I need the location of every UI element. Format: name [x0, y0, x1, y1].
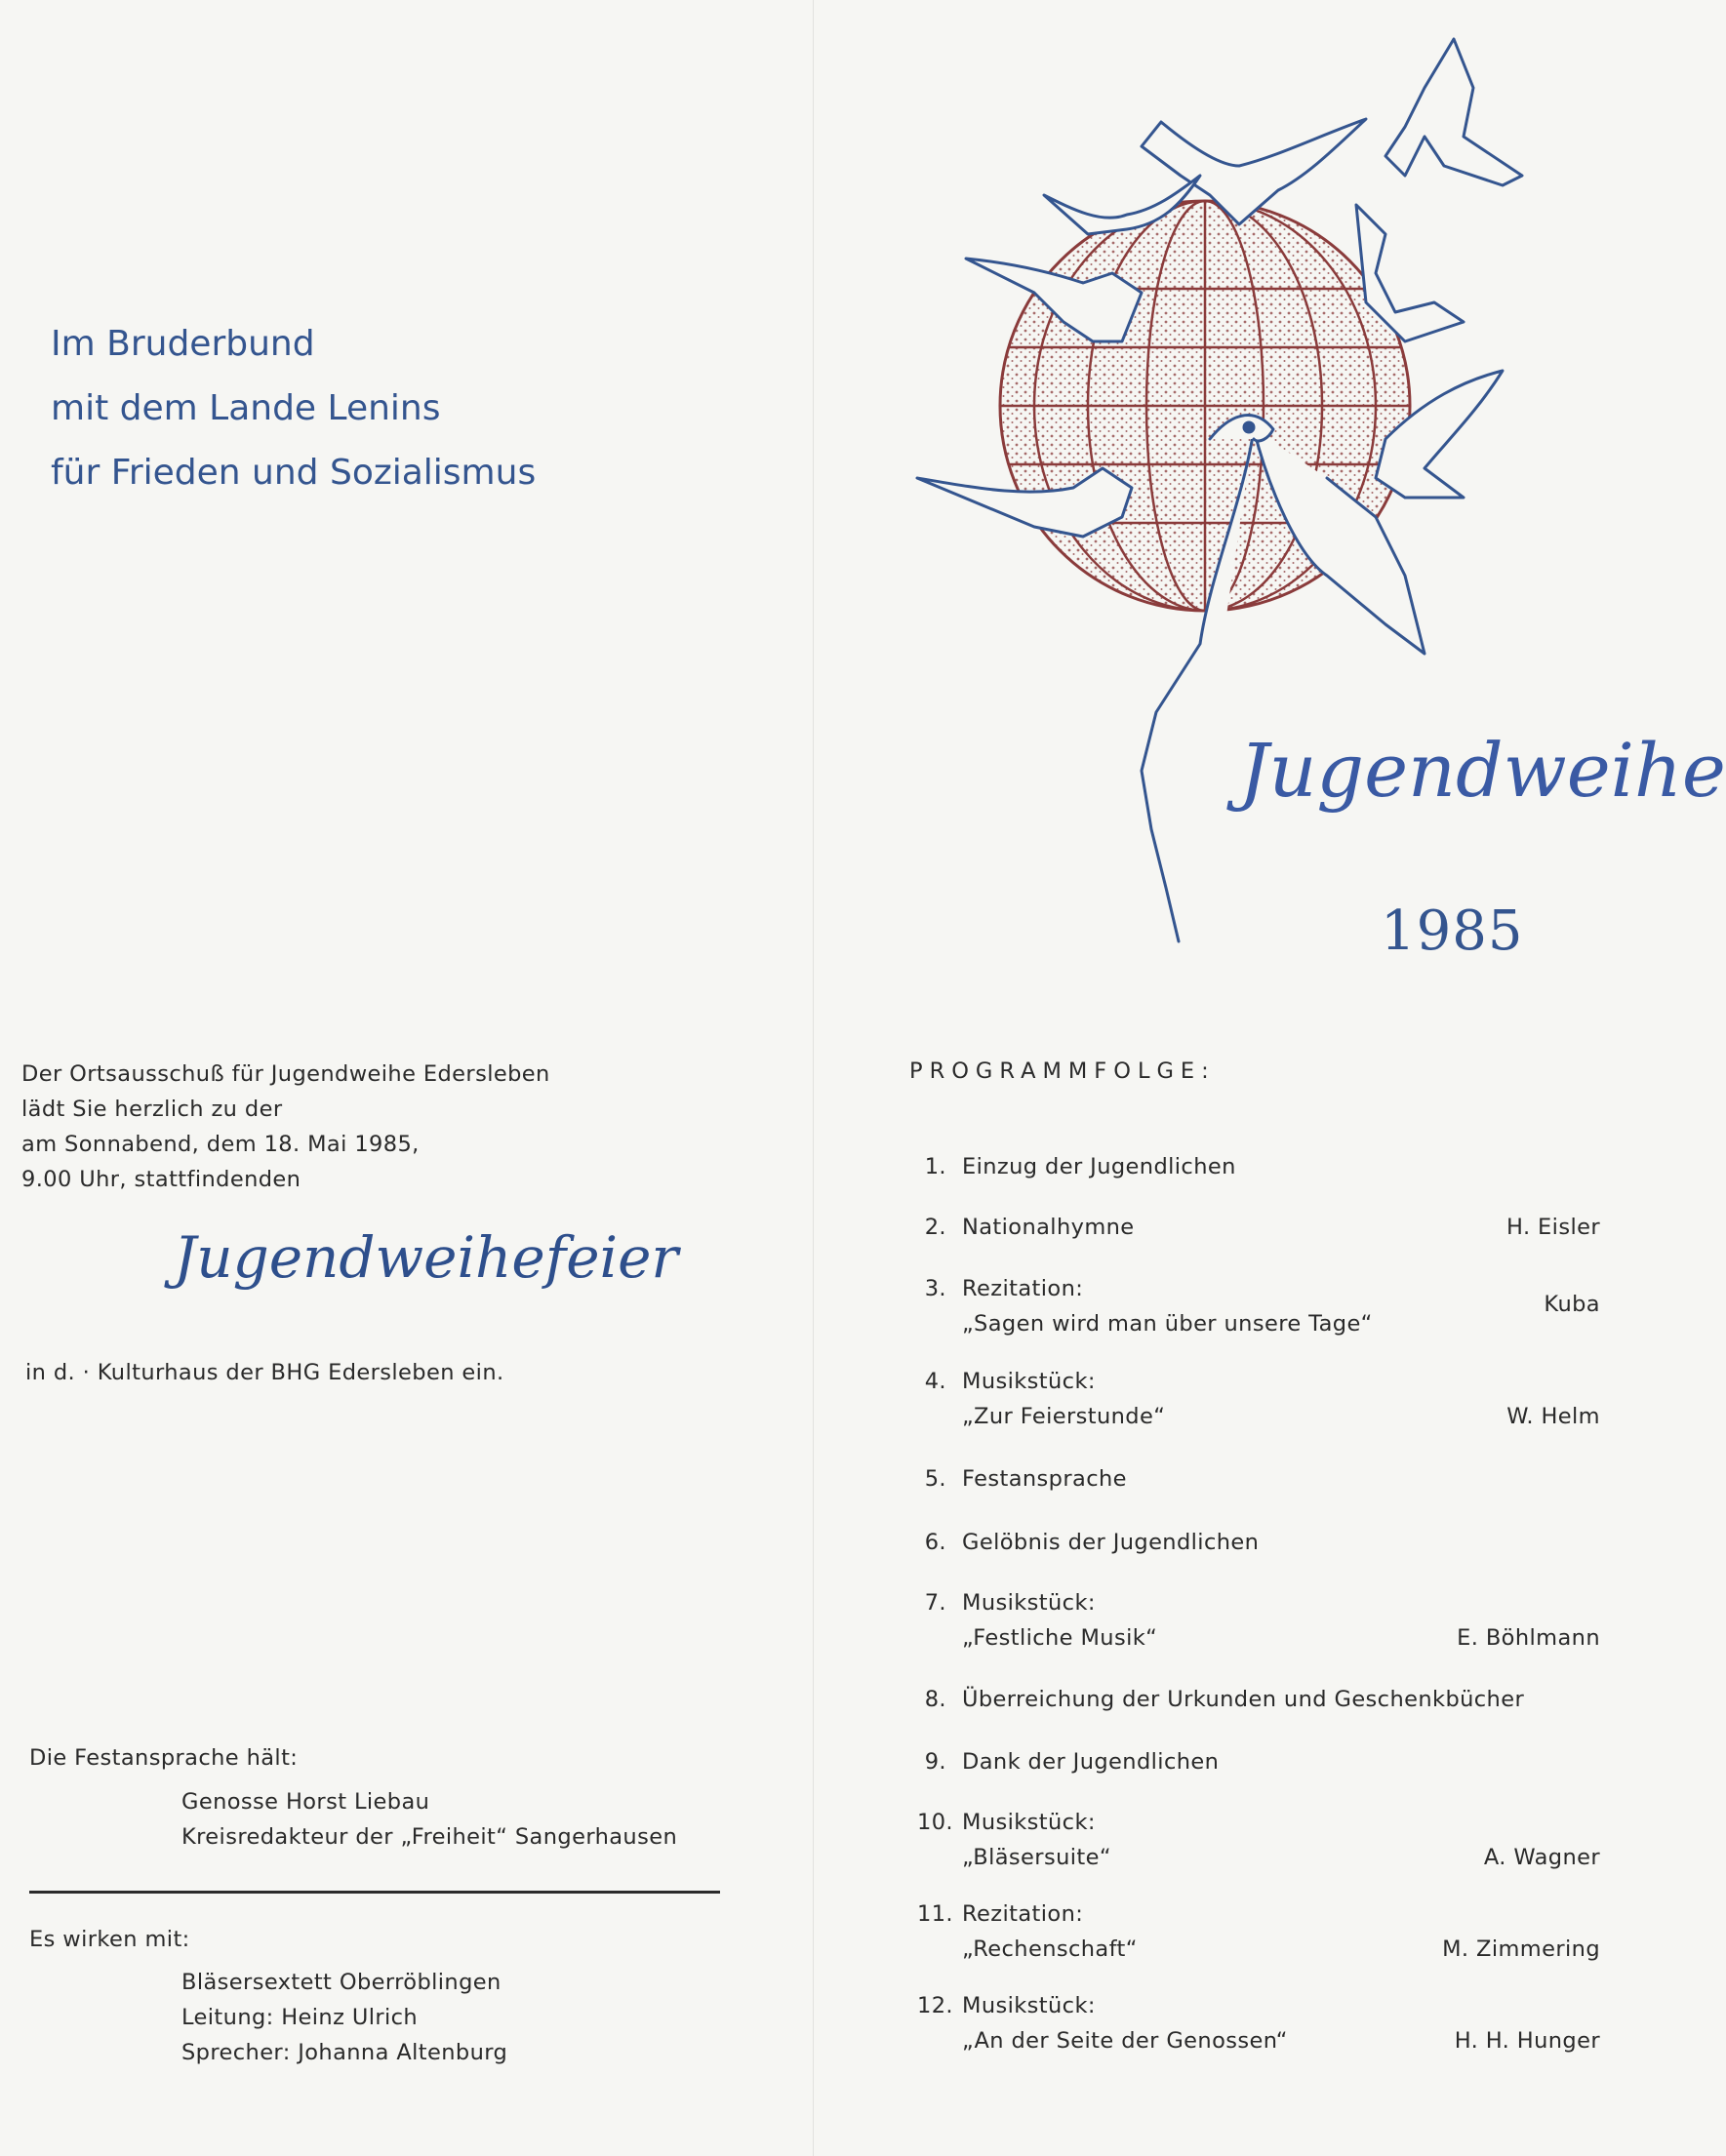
divider-line	[29, 1891, 720, 1894]
event-title: Jugendweihefeier	[174, 1224, 679, 1291]
program-item-subtitle: „An der Seite der Genossen“	[962, 2028, 1288, 2054]
program-item-number: 1.	[924, 1154, 946, 1179]
program-item-number: 3.	[924, 1276, 946, 1301]
globe-dove-illustration	[917, 29, 1551, 985]
speaker-role: Kreisredakteur der „Freiheit“ Sangerhausen	[181, 1824, 678, 1850]
invitation-line-2: lädt Sie herzlich zu der	[21, 1097, 283, 1122]
program-item-number: 7.	[924, 1590, 946, 1616]
participant-line-3: Sprecher: Johanna Altenburg	[181, 2040, 508, 2065]
motto-line-3: für Frieden und Sozialismus	[51, 453, 537, 493]
program-item-composer: M. Zimmering	[1442, 1936, 1600, 1962]
speaker-name: Genosse Horst Liebau	[181, 1789, 430, 1815]
event-location: in d. · Kulturhaus der BHG Edersleben ein.	[25, 1360, 504, 1385]
program-item-title: Musikstück:	[962, 1590, 1096, 1616]
program-item-subtitle: „Festliche Musik“	[962, 1625, 1158, 1651]
speech-heading: Die Festansprache hält:	[29, 1745, 299, 1771]
motto-line-2: mit dem Lande Lenins	[51, 388, 441, 428]
program-item-title: Musikstück:	[962, 1369, 1096, 1394]
program-item-composer: E. Böhlmann	[1457, 1625, 1600, 1651]
program-item-number: 2.	[924, 1215, 946, 1240]
program-item-title: Musikstück:	[962, 1993, 1096, 2018]
participants-heading: Es wirken mit:	[29, 1927, 190, 1952]
program-item-title: Festansprache	[962, 1466, 1127, 1492]
motto	[51, 312, 536, 505]
year-label: 1985	[1381, 899, 1524, 963]
page-fold	[813, 0, 814, 2156]
invitation-line-4: 9.00 Uhr, stattfindenden	[21, 1167, 301, 1192]
program-item-composer: Kuba	[1544, 1292, 1600, 1317]
program-item-subtitle: „Bläsersuite“	[962, 1845, 1111, 1870]
program-item-number: 8.	[924, 1687, 946, 1712]
program-item-composer: W. Helm	[1506, 1404, 1600, 1429]
program-item-number: 9.	[924, 1749, 946, 1775]
program-item-title: Rezitation:	[962, 1276, 1084, 1301]
participant-line-1: Bläsersextett Oberröblingen	[181, 1970, 502, 1995]
invitation-line-3: am Sonnabend, dem 18. Mai 1985,	[21, 1132, 420, 1157]
program-item-title: Einzug der Jugendlichen	[962, 1154, 1236, 1179]
program-item-title: Dank der Jugendlichen	[962, 1749, 1220, 1775]
program-item-title: Nationalhymne	[962, 1215, 1135, 1240]
program-item-subtitle: „Sagen wird man über unsere Tage“	[962, 1311, 1373, 1337]
program-item-number: 5.	[924, 1466, 946, 1492]
invitation-text	[21, 1057, 550, 1197]
program-item-number: 12.	[917, 1993, 953, 2018]
program-item-composer: H. Eisler	[1506, 1215, 1600, 1240]
program-item-composer: A. Wagner	[1483, 1845, 1600, 1870]
program-item-composer: H. H. Hunger	[1454, 2028, 1600, 2054]
program-item-number: 11.	[917, 1901, 953, 1927]
program-item-title: Musikstück:	[962, 1810, 1096, 1835]
participant-line-2: Leitung: Heinz Ulrich	[181, 2005, 419, 2030]
program-item-subtitle: „Zur Feierstunde“	[962, 1404, 1166, 1429]
program-item-number: 4.	[924, 1369, 946, 1394]
program-item-subtitle: „Rechenschaft“	[962, 1936, 1138, 1962]
logo-wordmark: Jugendweihe	[1239, 727, 1726, 814]
program-item-title: Rezitation:	[962, 1901, 1084, 1927]
invitation-line-1: Der Ortsausschuß für Jugendweihe Edersleben	[21, 1061, 550, 1087]
program-item-number: 6.	[924, 1530, 946, 1555]
program-item-number: 10.	[917, 1810, 953, 1835]
program-item-title: Gelöbnis der Jugendlichen	[962, 1530, 1260, 1555]
program-title: PROGRAMMFOLGE:	[909, 1058, 1216, 1084]
program-item-title: Überreichung der Urkunden und Geschenkbücher	[962, 1687, 1525, 1712]
motto-line-1: Im Bruderbund	[51, 324, 315, 364]
